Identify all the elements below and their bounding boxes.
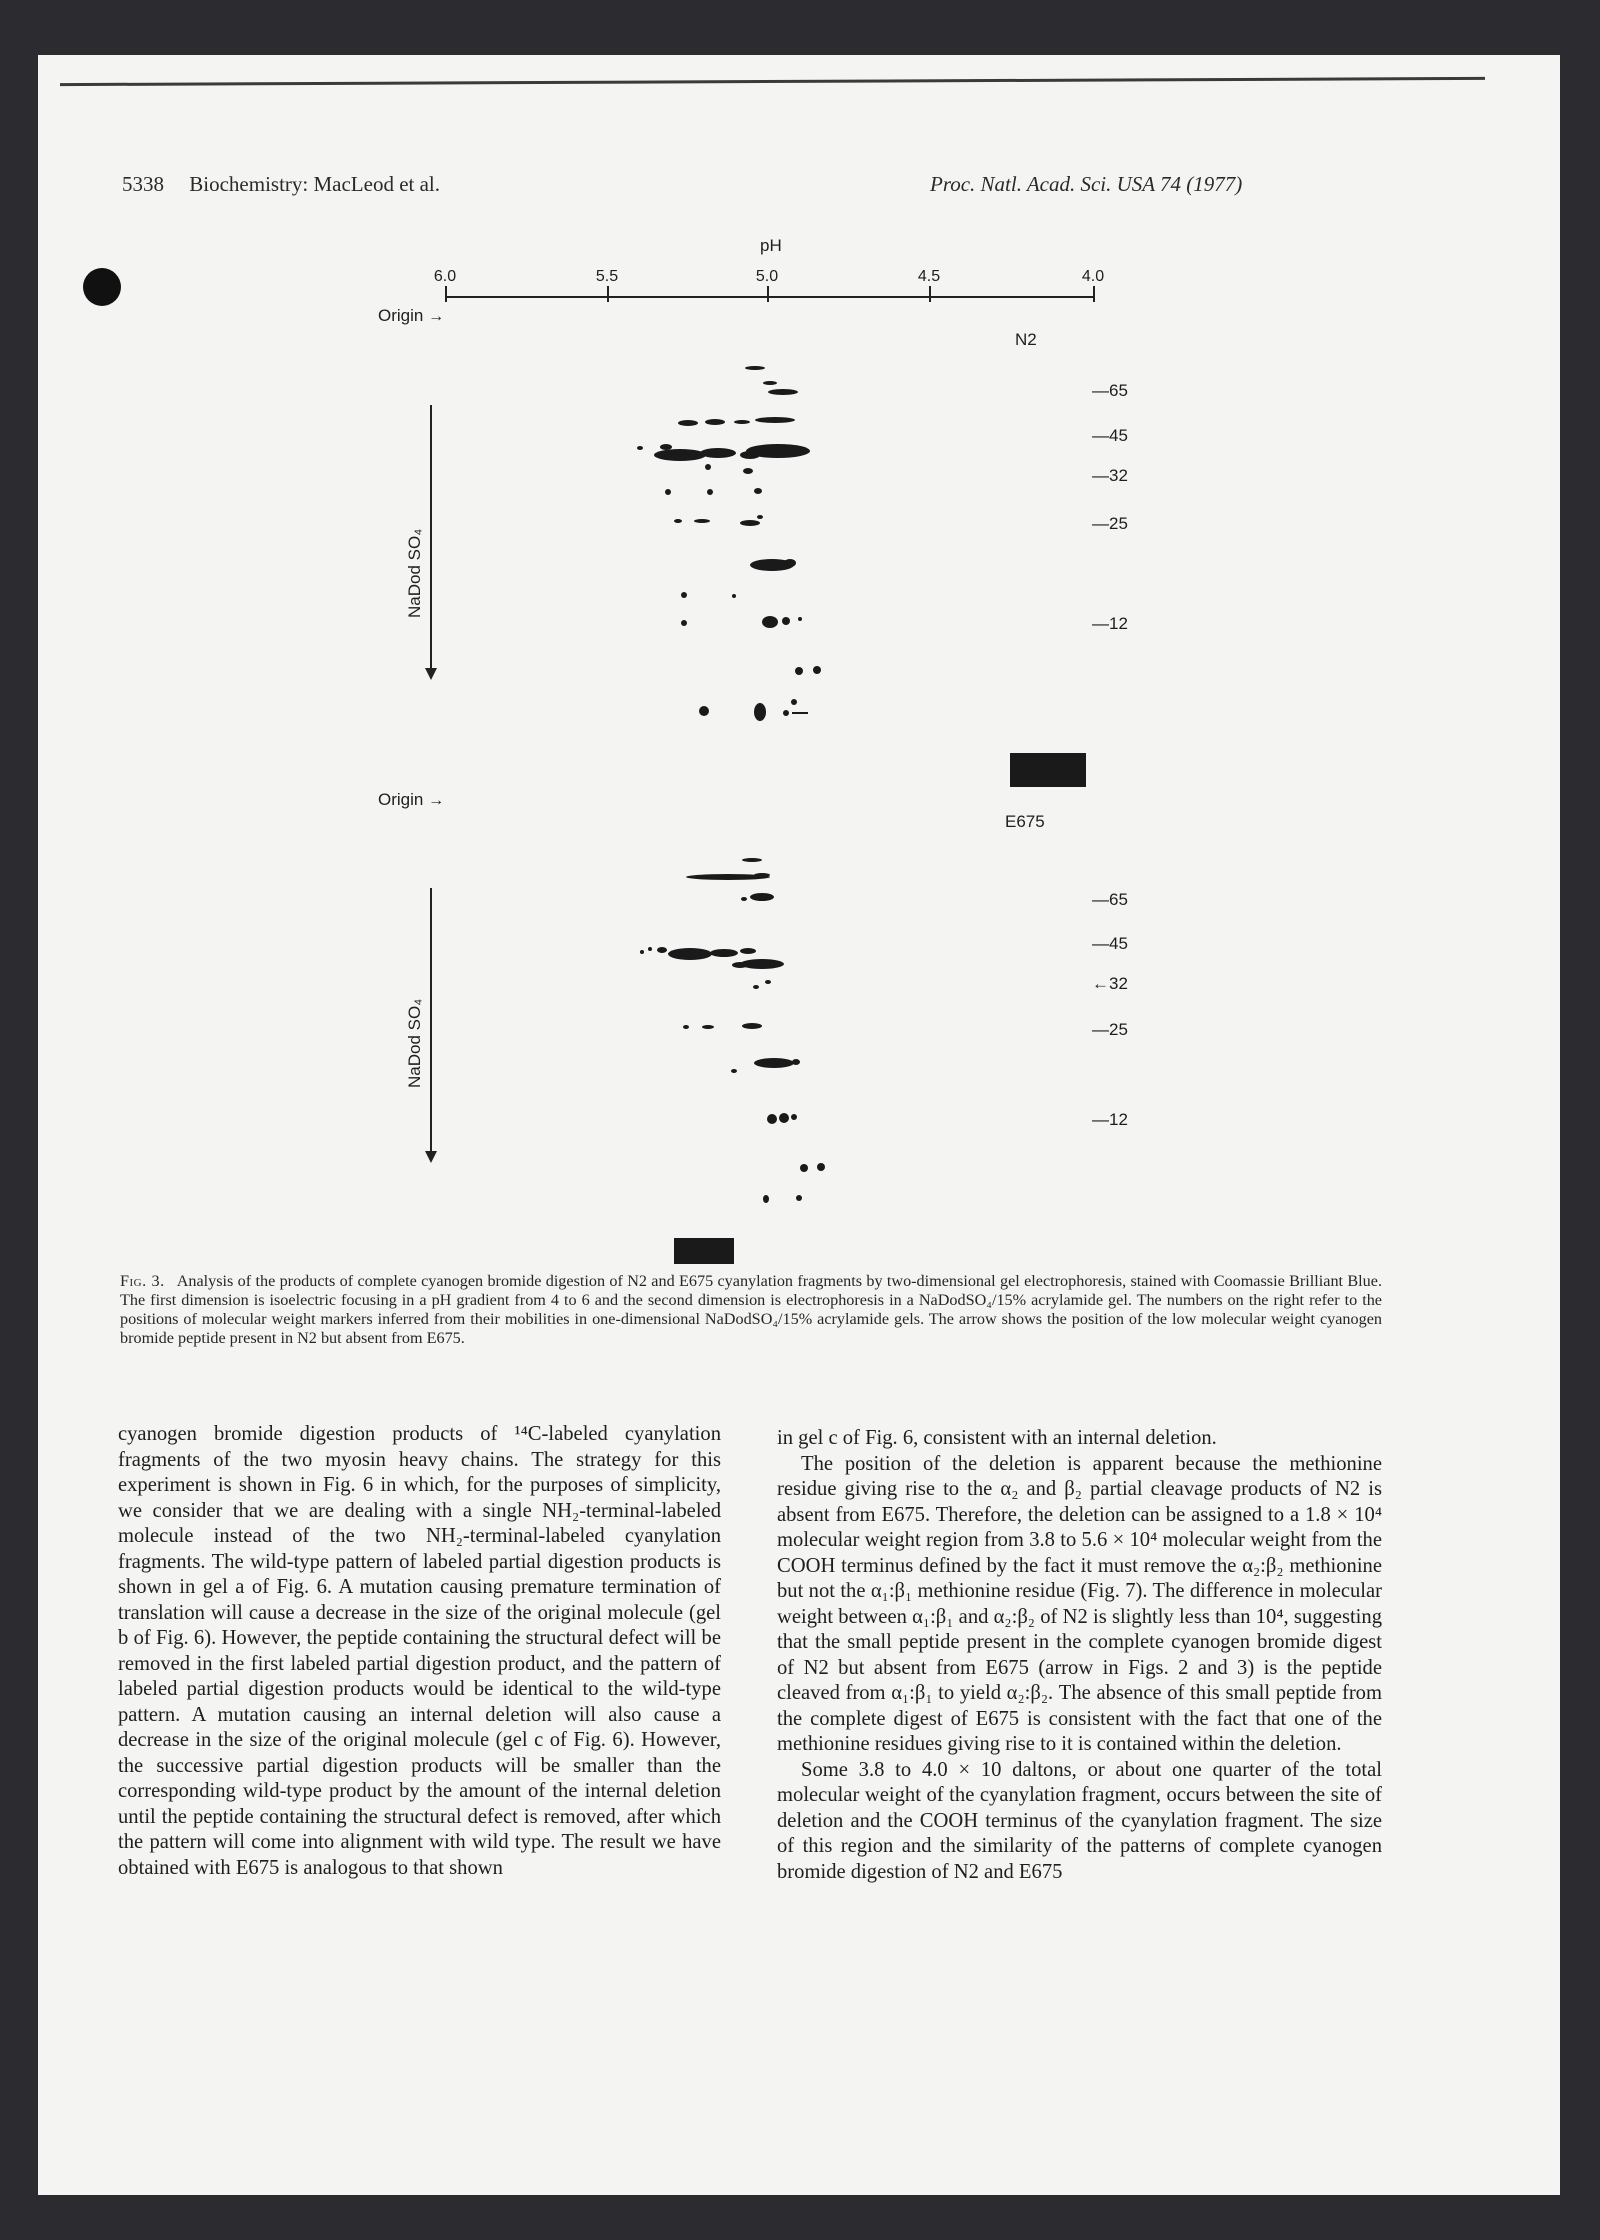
nadod-so4-label: NaDod SO₄ — [405, 528, 424, 618]
mw-marker-value: 25 — [1109, 514, 1128, 533]
mw-marker: —65 — [1092, 381, 1128, 400]
mw-marker-value: 32 — [1109, 466, 1128, 485]
paragraph: in gel c of Fig. 6, consistent with an internal deletion. — [777, 1427, 1217, 1449]
mw-marker: —45 — [1092, 426, 1128, 445]
journal-citation: Proc. Natl. Acad. Sci. USA 74 (1977) — [930, 172, 1243, 196]
mw-marker-value: 45 — [1109, 934, 1128, 953]
origin-label-text: Origin — [378, 306, 424, 325]
mw-marker: —45 — [1092, 934, 1128, 953]
second-dimension-arrow — [430, 888, 432, 1153]
second-dimension-arrow — [430, 405, 432, 670]
ph-tick — [767, 286, 769, 302]
gel-name: N2 — [1015, 330, 1037, 349]
mw-marker: —25 — [1092, 514, 1128, 533]
paragraph: cyanogen bromide digestion products of ¹⁴C-labeled cyanylation fragments of the two myosin heavy chains. The strategy for this experiment is shown in Fig. 6 in which, for the purposes of simplicity, we consider that we are dealing with a single NH₂-terminal-labeled molecule instead of the two NH₂-terminal-labeled cyanylation fragments. The wild-type pattern of labeled partial digestion products is shown in gel a of Fig. 6. A mutation causing premature termination of translation will cause a decrease in the size of the original molecule (gel b of Fig. 6). However, the peptide containing the structural defect will be removed in the first labeled partial digestion product, and the pattern of labeled partial digestion products would be identical to the wild-type pattern. A mutation causing an internal deletion will also cause a decrease in the size of the original molecule (gel c of Fig. 6). However, the successive partial digestion products will be smaller than the corresponding wild-type product by the amount of the internal deletion until the peptide containing the structural defect is removed, after which the pattern will come into alignment with wild type. The result we have obtained with E675 is analogous to that shown — [118, 1423, 721, 1879]
ph-tick — [445, 286, 447, 302]
ph-tick-label: 4.0 — [1081, 268, 1105, 285]
ph-tick-label: 5.0 — [755, 268, 779, 285]
ph-tick — [1093, 286, 1095, 302]
mw-marker-value: 65 — [1109, 890, 1128, 909]
gel-spot-pattern-e675 — [600, 855, 840, 1215]
origin-label-text: Origin — [378, 790, 424, 809]
origin-label — [378, 790, 444, 810]
ph-axis-label: pH — [760, 236, 782, 255]
arrow-right-icon: → — [428, 308, 445, 325]
mw-marker-value: 65 — [1109, 381, 1128, 400]
body-column-left — [118, 1422, 721, 1881]
figure-caption — [120, 1272, 1382, 1348]
mw-marker-value: 45 — [1109, 426, 1128, 445]
caption-text: Analysis of the products of complete cyanogen bromide digestion of N2 and E675 cyanylation fragments by two-dimensional gel electrophoresis, stained with Coomassie Brilliant Blue. The first dimension is isoelectric focusing in a pH gradient from 4 to 6 and the second dimension is electrophoresis in a NaDodSO₄/15% acrylamide gel. The numbers on the right refer to the positions of molecular weight markers inferred from their mobilities in one-dimensional NaDodSO₄/15% acrylamide gels. The arrow shows the position of the low molecular weight cyanogen bromide peptide present in N2 but absent from E675. — [120, 1272, 1382, 1347]
ph-tick-label: 4.5 — [917, 268, 941, 285]
low-mw-peptide-marker — [674, 1238, 734, 1264]
body-column-right — [777, 1426, 1382, 1885]
gel-spot-pattern-n2 — [600, 355, 840, 735]
paragraph: The position of the deletion is apparent because the methionine residue giving rise to the α₂ and β₂ partial cleavage products of N2 is absent from E675. Therefore, the deletion can be assigned to a 1.8 × 10⁴ molecular weight region from 3.8 to 5.6 × 10⁴ molecular weight from the COOH terminus defined by the fact it must remove the α₂:β₂ methionine but not the α₁:β₁ methionine residue (Fig. 7). The difference in molecular weight between α₁:β₁ and α₂:β₂ of N2 is slightly less than 10⁴, suggesting that the small peptide present in the complete cyanogen bromide digest of N2 but absent from E675 (arrow in Figs. 2 and 3) is the peptide cleaved from α₁:β₁ to yield α₂:β₂. The absence of this small peptide from the complete digest of E675 is consistent with the fact that one of the methionine residues giving rise to it is contained within the deletion. — [777, 1452, 1382, 1755]
mw-marker: —12 — [1092, 614, 1128, 633]
mw-marker-value: 32 — [1109, 974, 1128, 993]
ph-tick-label: 5.5 — [595, 268, 619, 285]
running-title: Biochemistry: MacLeod et al. — [189, 172, 441, 196]
mw-marker: —12 — [1092, 1110, 1128, 1129]
page-number: 5338 — [122, 172, 164, 196]
gel-name: E675 — [1005, 812, 1045, 831]
figure-label: Fig. 3. — [120, 1272, 165, 1290]
ph-tick-label: 6.0 — [433, 268, 457, 285]
ph-axis — [433, 268, 1105, 310]
ph-tick — [607, 286, 609, 302]
ph-axis-line — [445, 296, 1095, 298]
mw-marker: ←32 — [1092, 974, 1128, 993]
origin-label — [378, 306, 444, 326]
ph-tick — [929, 286, 931, 302]
nadod-so4-label: NaDod SO₄ — [405, 998, 424, 1088]
arrow-right-icon: → — [428, 792, 445, 809]
mw-marker: —25 — [1092, 1020, 1128, 1039]
mw-marker-value: 25 — [1109, 1020, 1128, 1039]
paragraph: Some 3.8 to 4.0 × 10 daltons, or about one quarter of the total molecular weight of the cyanylation fragment, occurs between the site of deletion and the COOH terminus of the cyanylation fragment. The size of this region and the similarity of the patterns of complete cyanogen bromide digestion of N2 and E675 — [777, 1758, 1382, 1883]
mw-marker: —32 — [1092, 466, 1128, 485]
mw-marker: —65 — [1092, 890, 1128, 909]
low-mw-peptide-marker — [1010, 753, 1086, 787]
mw-marker-value: 12 — [1109, 614, 1128, 633]
mw-marker-value: 12 — [1109, 1110, 1128, 1129]
